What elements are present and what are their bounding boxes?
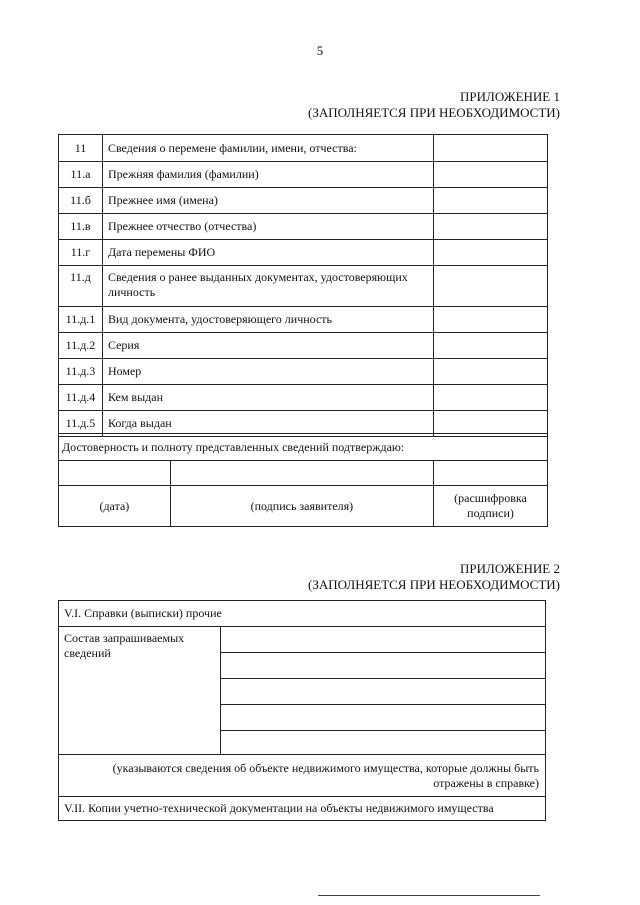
section-v2-title: V.II. Копии учетно-технической документации на объекты недвижимого имущества (59, 797, 546, 821)
composition-field-4[interactable] (220, 705, 545, 731)
signature-decode-field[interactable] (434, 461, 548, 486)
row-value-cell[interactable] (434, 214, 548, 240)
signature-caption: (подпись заявителя) (170, 486, 433, 527)
table-row (59, 135, 548, 162)
section-row (59, 601, 546, 627)
row-value-cell[interactable] (434, 385, 548, 411)
table-row (59, 385, 548, 411)
appendix1-table (58, 134, 548, 437)
row-label: Прежняя фамилия (фамилии) (102, 162, 433, 188)
decode-caption: (расшифровка подписи) (434, 486, 548, 527)
appendix1-heading (308, 89, 560, 121)
table-row (59, 214, 548, 240)
row-number: 11.д (59, 266, 103, 307)
row-label: Прежнее имя (имена) (102, 188, 433, 214)
row-value-cell[interactable] (434, 162, 548, 188)
composition-field-5[interactable] (220, 731, 545, 755)
row-value-cell[interactable] (434, 333, 548, 359)
appendix2-title: ПРИЛОЖЕНИЕ 2 (460, 561, 560, 576)
confirm-text: Достоверность и полноту представленных сведений подтверждаю: (59, 434, 548, 461)
row-label: Дата перемены ФИО (102, 240, 433, 266)
table-row (59, 333, 548, 359)
row-label: Когда выдан (102, 411, 433, 437)
page-bottom-divider (318, 895, 540, 896)
table-row (59, 162, 548, 188)
appendix2-subtitle: (ЗАПОЛНЯЕТСЯ ПРИ НЕОБХОДИМОСТИ) (308, 577, 560, 592)
row-label: Сведения о перемене фамилии, имени, отчества: (102, 135, 433, 162)
row-value-cell[interactable] (434, 359, 548, 385)
appendix2-heading (308, 561, 560, 593)
table-row (59, 359, 548, 385)
appendix2-table (58, 600, 546, 821)
composition-label: Состав запрашиваемых сведений (59, 627, 221, 755)
row-number: 11.д.1 (59, 307, 103, 333)
row-number: 11.г (59, 240, 103, 266)
composition-field-3[interactable] (220, 679, 545, 705)
note-text: (указываются сведения об объекте недвижимого имущества, которые должны быть отражены в справке) (59, 755, 546, 797)
row-label: Кем выдан (102, 385, 433, 411)
date-caption: (дата) (59, 486, 171, 527)
row-value-cell[interactable] (434, 188, 548, 214)
row-label: Прежнее отчество (отчества) (102, 214, 433, 240)
signature-caption-row (59, 486, 548, 527)
row-number: 11.д.2 (59, 333, 103, 359)
row-label: Вид документа, удостоверяющего личность (102, 307, 433, 333)
row-value-cell[interactable] (434, 135, 548, 162)
composition-row (59, 627, 546, 653)
row-number: 11.в (59, 214, 103, 240)
row-number: 11 (59, 135, 103, 162)
table-row (59, 307, 548, 333)
section-v1-title: V.I. Справки (выписки) прочие (59, 601, 546, 627)
confirm-row (59, 434, 548, 461)
composition-field-1[interactable] (220, 627, 545, 653)
date-field[interactable] (59, 461, 171, 486)
signature-table (58, 433, 548, 527)
row-number: 11.д.3 (59, 359, 103, 385)
section-row (59, 797, 546, 821)
table-row (59, 188, 548, 214)
signature-fill-row (59, 461, 548, 486)
row-label: Серия (102, 333, 433, 359)
table-row (59, 266, 548, 307)
row-label: Сведения о ранее выданных документах, удостоверяющих личность (102, 266, 433, 307)
appendix1-title: ПРИЛОЖЕНИЕ 1 (460, 89, 560, 104)
row-value-cell[interactable] (434, 240, 548, 266)
row-label: Номер (102, 359, 433, 385)
page-number: 5 (316, 43, 324, 58)
row-number: 11.д.5 (59, 411, 103, 437)
row-number: 11.а (59, 162, 103, 188)
table-row (59, 240, 548, 266)
signature-field[interactable] (170, 461, 433, 486)
note-row (59, 755, 546, 797)
row-value-cell[interactable] (434, 266, 548, 307)
row-number: 11.б (59, 188, 103, 214)
row-value-cell[interactable] (434, 307, 548, 333)
row-number: 11.д.4 (59, 385, 103, 411)
composition-field-2[interactable] (220, 653, 545, 679)
appendix1-subtitle: (ЗАПОЛНЯЕТСЯ ПРИ НЕОБХОДИМОСТИ) (308, 105, 560, 120)
